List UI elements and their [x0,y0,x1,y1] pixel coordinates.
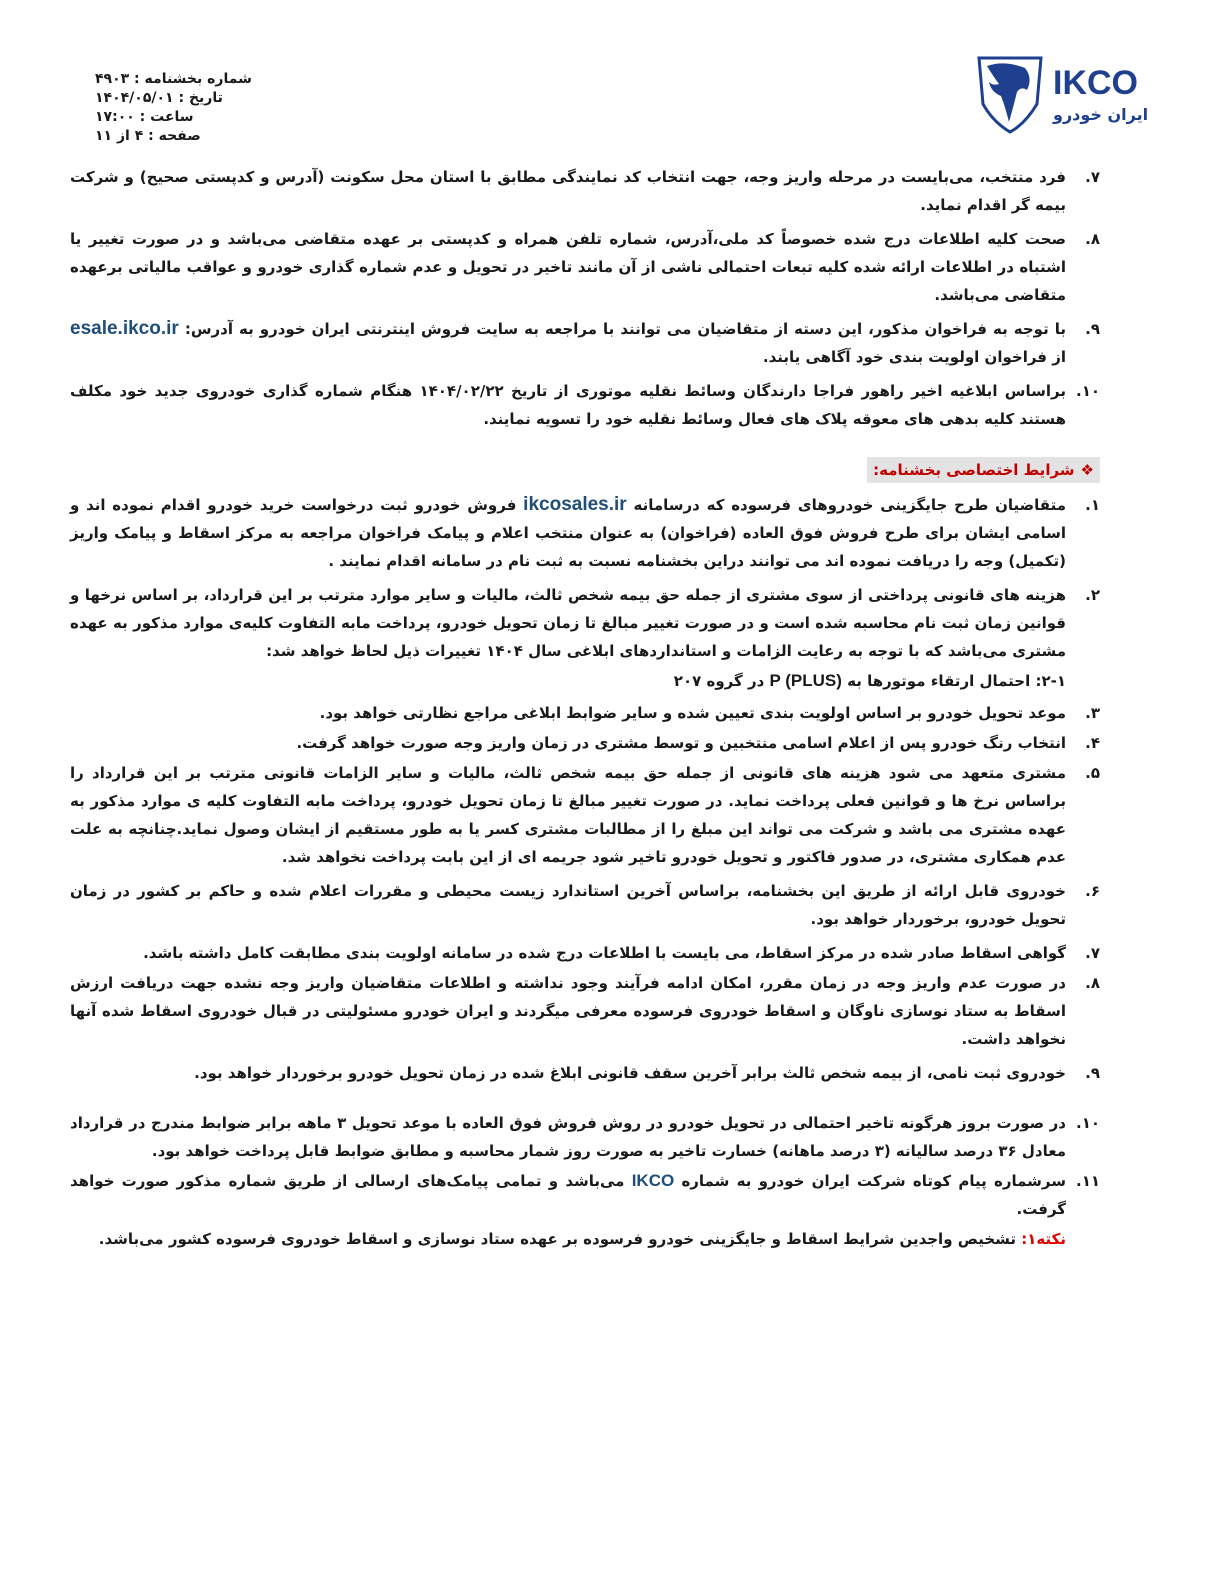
special-item: ۲. هزینه های قانونی پرداختی از سوی مشتری از جمله حق بیمه شخص ثالث، مالیات و سایر موارد مترتب بر این قرارداد، بر اساس نرخها و قوانین زمان ثبت نام محاسبه شده است و در صورت تغییر مبالغ تا زمان تحویل خودرو، پرداخت مابه التفاوت کلیه‌ی موارد مذکور به عهده مشتری می‌باشد که با توجه به رعایت الزامات و استانداردهای ابلاغی سال ۱۴۰۴ تغییرات ذیل لحاظ خواهد شد: [70,586,1100,660]
circular-meta [95,70,255,146]
main-content [70,163,1100,1253]
special-item: ۴. انتخاب رنگ خودرو پس از اعلام اسامی منتخبین و توسط مشتری در زمان واریز وجه صورت خواهد گرفت. [296,734,1100,752]
special-item: ۸. در صورت عدم واریز وجه در زمان مقرر، امکان ادامه فرآیند وجود نداشته و اطلاعات متقاضیان واریز وجه نشده جهت دریافت ارزش اسقاط به ستاد نوسازی ناوگان و اسقاط خودروی فرسوده معرفی میگردند و ایران خودرو مسئولیتی در قبال خودروی اسقاط شده آنها نخواهد داشت. [70,974,1100,1048]
special-item: ۹. خودروی ثبت نامی، از بیمه شخص ثالث برابر آخرین سقف قانونی ابلاغ شده در زمان تحویل خودرو برخوردار خواهد بود. [194,1064,1100,1082]
special-item: ۵. مشتری متعهد می شود هزینه های قانونی از جمله حق بیمه شخص ثالث، مالیات و سایر الزامات قانونی مترتب بر این قرارداد را براساس نرخ ها و قوانین فعلی پرداخت نماید. در صورت تغییر مبالغ تا زمان تحویل خودرو، پرداخت مابه التفاوت کلیه ی موارد مذکور به عهده مشتری می باشد و شرکت می تواند این مبلغ را از مطالبات مشتری کسر یا به طور مستقیم از ایشان وصول نماید.چنانچه به علت عدم همکاری مشتری، در صدور فاکتور و تحویل خودرو تاخیر شود جریمه ای از این بابت پرداخت نخواهد شد. [70,764,1100,866]
ikco-sms-sender: IKCO [631,1171,675,1190]
sub-item: ۲-۱: احتمال ارتقاء موتورها به P (PLUS) در گروه ۲۰۷ [673,671,1066,690]
ikco-logo [975,52,1155,136]
diamond-bullet-icon: ❖ [1080,461,1094,479]
special-conditions-heading: ❖شرایط اختصاصی بخشنامه: [867,457,1100,483]
special-item: ۶. خودروی قابل ارائه از طریق این بخشنامه، براساس آخرین استاندارد زیست محیطی و مقررات اعلام شده و حاکم بر کشور در زمان تحویل خودرو، برخوردار خواهد بود. [70,882,1100,928]
note-label: نکته۱: [1021,1230,1066,1248]
general-item: ۱۰. براساس ابلاغیه اخیر راهور فراجا دارندگان وسائط نقلیه موتوری از تاریخ ۱۴۰۴/۰۲/۲۲ هنگام شماره گذاری خودروی جدید خود مکلف هستند کلیه بدهی های معوقه پلاک های فعال وسائط نقلیه خود را تسویه نمایند. [70,382,1100,428]
circular-number: شماره بخشنامه : ۴۹۰۳ [95,71,252,87]
note: نکته۱: تشخیص واجدین شرایط اسقاط و جایگزینی خودرو فرسوده بر عهده ستاد نوسازی و اسقاط خودروی فرسوده کشور می‌باشد. [98,1230,1066,1248]
special-item: ۳. موعد تحویل خودرو بر اساس اولویت بندی تعیین شده و سایر ضوابط ابلاغی مراجع نظارتی خواهد بود. [319,704,1100,722]
special-item: ۱۰. در صورت بروز هرگونه تاخیر احتمالی در تحویل خودرو در روش فروش فوق العاده با موعد تحویل ۳ ماهه برابر ضوابط مندرج در قرارداد معادل ۳۶ درصد سالیانه (۳ درصد ماهانه) خسارت تاخیر به صورت روز شمار محاسبه و مطابق ضوابط قابل پرداخت خواهد بود. [70,1114,1100,1160]
general-item: ۸. صحت کلیه اطلاعات درج شده خصوصاً کد ملی،آدرس، شماره تلفن همراه و کدپستی بر عهده متقاضی می‌باشد و در صورت تغییر یا اشتباه در اطلاعات ارائه شده کلیه تبعات احتمالی ناشی از آن مانند تاخیر در تحویل و عدم شماره گذاری خودرو و عواقب مالیاتی برعهده متقاضی می‌باشد. [70,230,1100,304]
general-item: ۹. با توجه به فراخوان مذکور، این دسته از متقاضیان می توانند با مراجعه به سایت فروش اینترنتی ایران خودرو به آدرس: esale.ikco.ir از فراخوان اولویت بندی خود آگاهی یابند. [70,318,1100,366]
special-item: ۱۱. سرشماره پیام کوتاه شرکت ایران خودرو به شماره IKCO می‌باشد و تمامی پیامک‌های ارسالی از طریق شماره مذکور صورت خواهد گرفت. [70,1171,1100,1218]
special-item: ۷. گواهی اسقاط صادر شده در مرکز اسقاط، می بایست با اطلاعات درج شده در سامانه اولویت بندی مطابقت کامل داشته باشد. [143,944,1100,962]
logo-text: IKCO [1053,64,1138,102]
circular-time: ساعت : ۱۷:۰۰ [95,109,194,125]
esale-link[interactable]: esale.ikco.ir [70,318,179,339]
special-item: ۱. متقاضیان طرح جایگزینی خودروهای فرسوده که درسامانه ikcosales.ir فروش خودرو ثبت درخواست خرید خودرو اقدام نموده اند و اسامی ایشان برای طرح فروش فوق العاده (فراخوان) به عنوان منتخب اعلام و پیامک فراخوان مراجعه به مرکز اسقاط و پیامک واریز (تکمیل) وجه را دریافت نموده اند می توانند دراین بخشنامه نسبت به ثبت نام در سامانه اقدام نمایند . [70,494,1100,570]
logo-subtext: ایران خودرو [1053,105,1149,124]
horse-shield-icon [975,52,1155,136]
general-item: ۷. فرد منتخب، می‌بایست در مرحله واریز وجه، جهت انتخاب کد نمایندگی مطابق با استان محل سکونت (آدرس و کدپستی صحیح) و شرکت بیمه گر اقدام نماید. [70,168,1100,214]
circular-date: تاریخ : ۱۴۰۴/۰۵/۰۱ [95,90,223,106]
page-number: صفحه : ۴ از ۱۱ [95,128,201,144]
ikcosales-link[interactable]: ikcosales.ir [523,494,627,515]
